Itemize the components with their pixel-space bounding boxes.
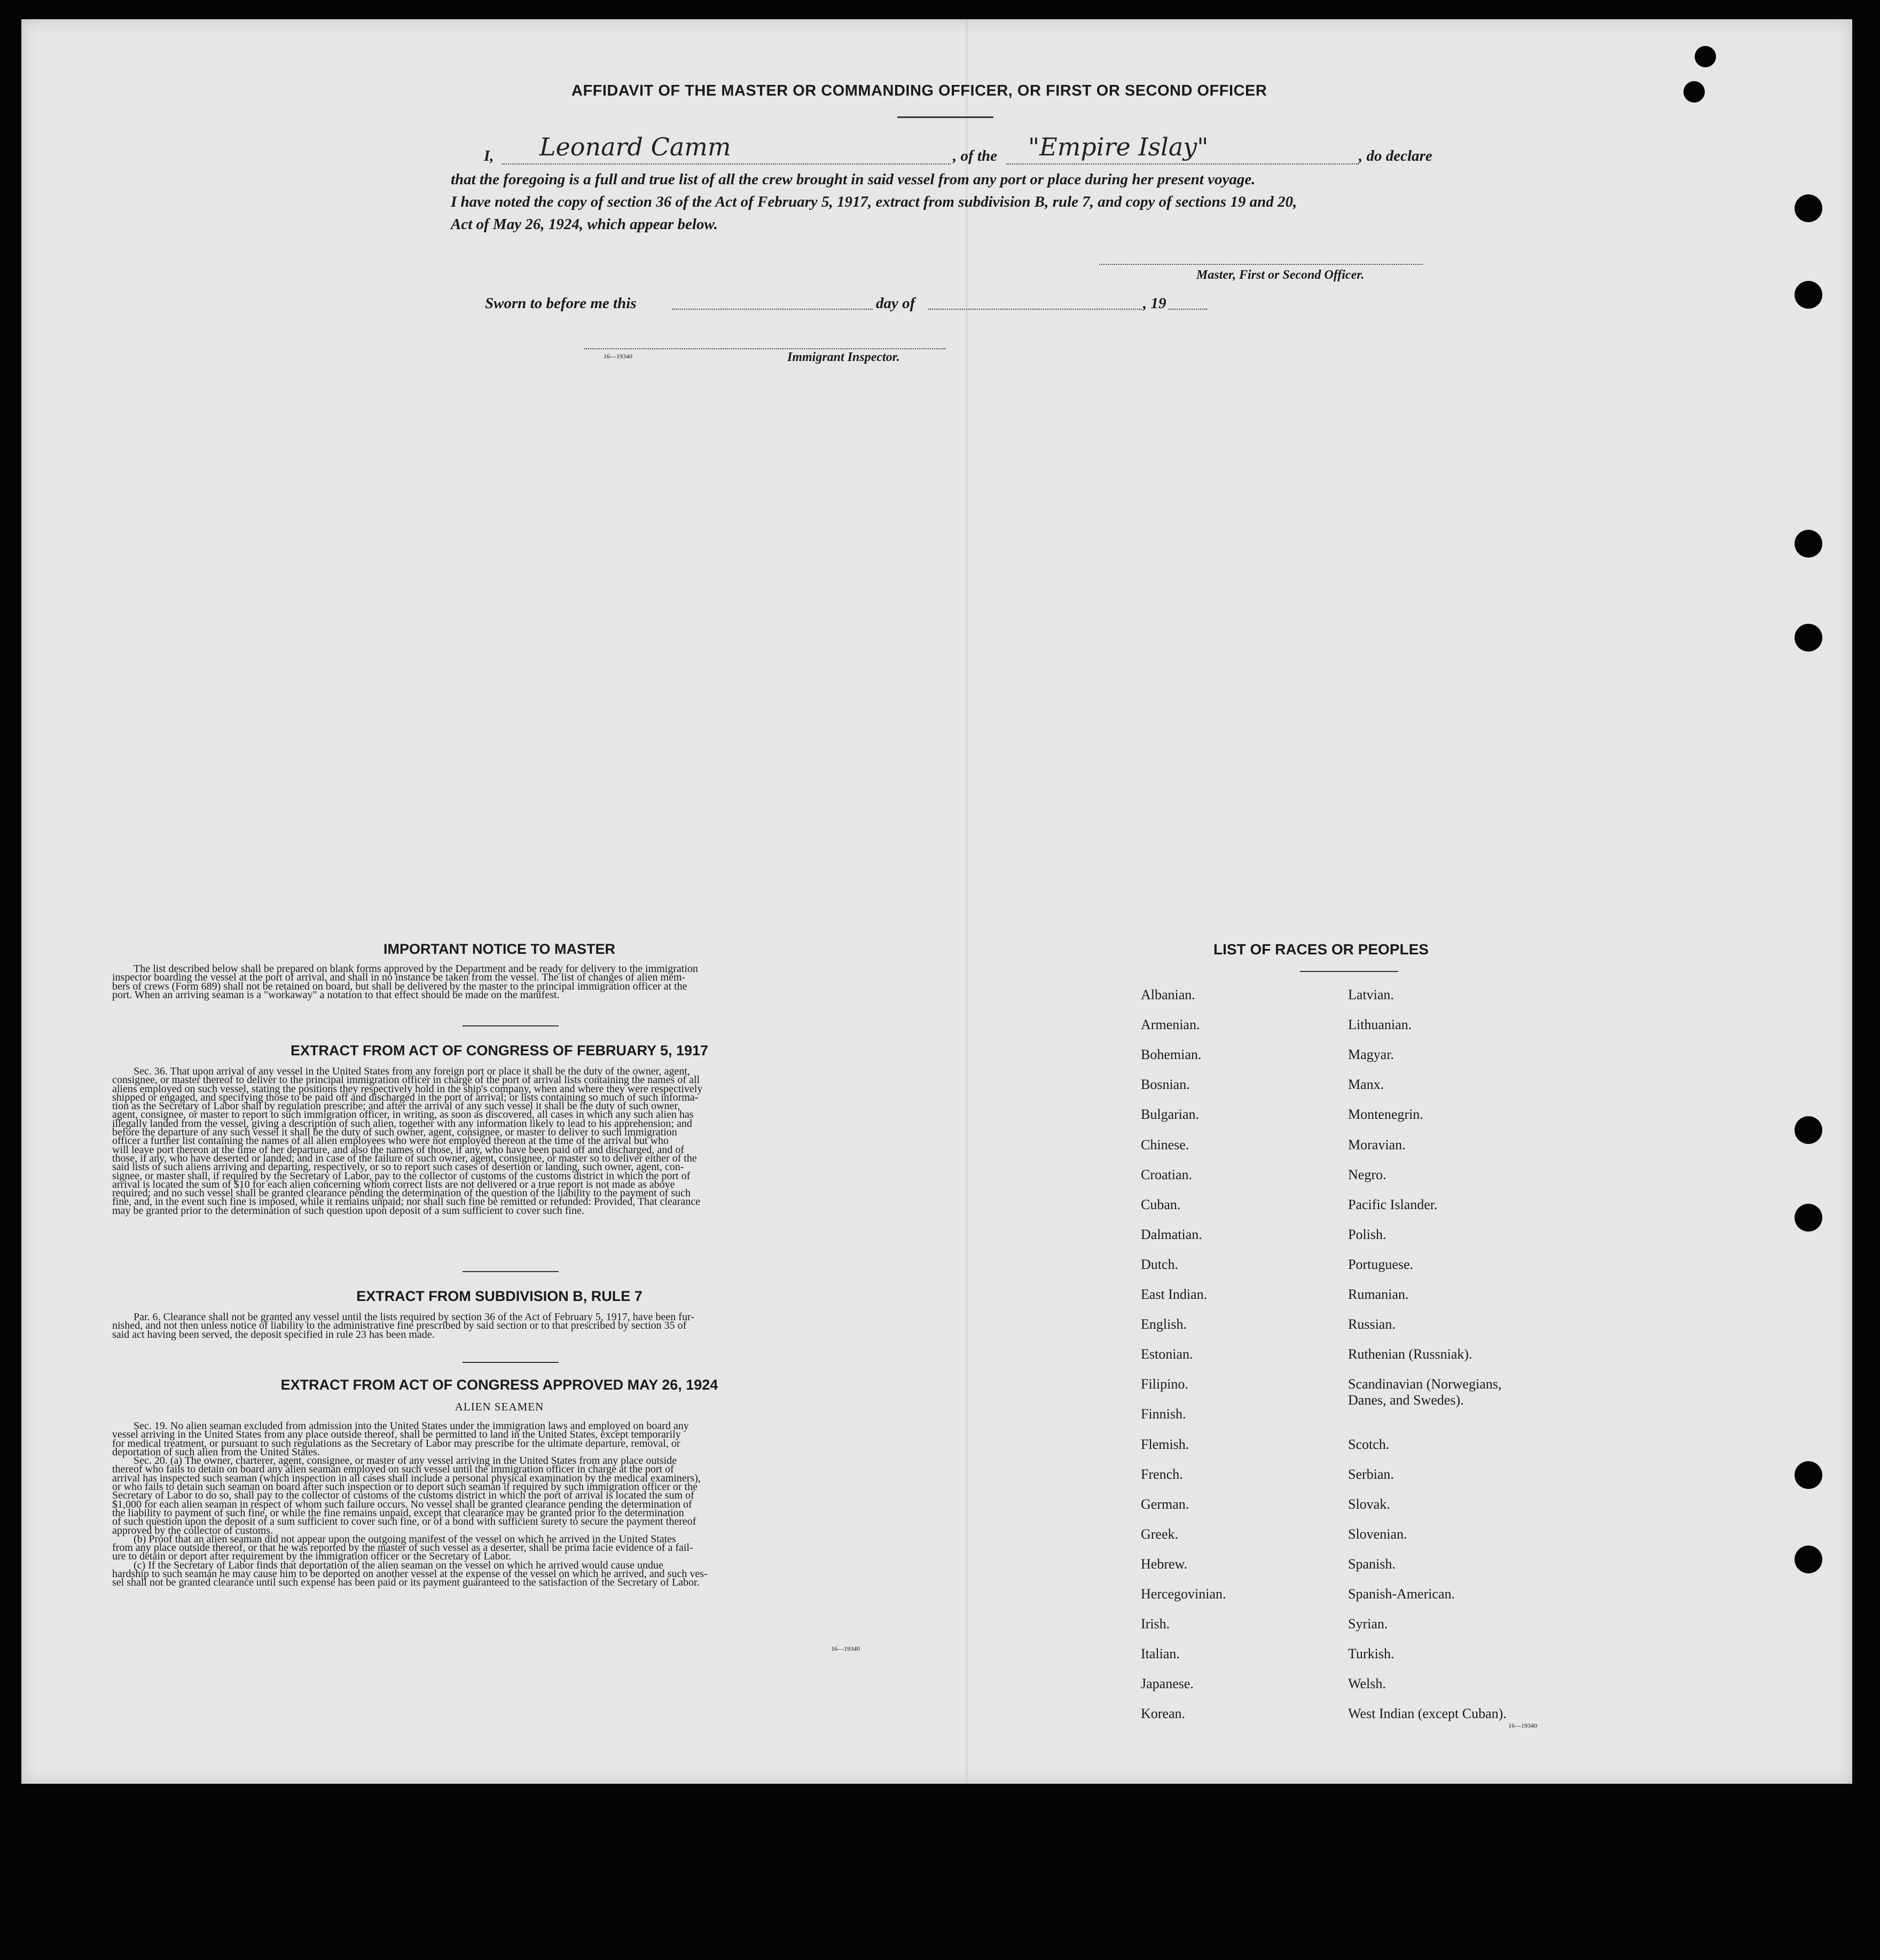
race-item: Spanish. — [1348, 1556, 1396, 1572]
binder-hole — [1795, 194, 1822, 222]
binder-hole — [1795, 281, 1822, 309]
race-item: Polish. — [1348, 1226, 1386, 1242]
extract-1917-line: those, if any, who have deserted or landed; and in case of the failure of such owner, agent, consignee, or master so to deliver either of the — [112, 1152, 697, 1164]
notice-heading: IMPORTANT NOTICE TO MASTER — [383, 941, 615, 957]
extract-1917-line: aliens employed on such vessel, stating the positions they respectively hold in the ship's company, when and where they were respectively — [112, 1083, 703, 1095]
race-item: Spanish-American. — [1348, 1586, 1455, 1602]
race-item: Croatian. — [1141, 1166, 1193, 1182]
extract-1917-line: fine, and, in the event such fine is imposed, while it remains unpaid; nor shall such fine be remitted or refunded: Provided, That clearance — [112, 1196, 700, 1208]
vessel-name-handwriting: "Empire Islay" — [1028, 132, 1209, 161]
notice-line: inspector boarding the vessel at the port of arrival, and shall in no instance be taken from the vessel. The list of changes of alien mem- — [112, 971, 686, 984]
master-signature-label: Master, First or Second Officer. — [1196, 268, 1365, 282]
race-item: Manx. — [1348, 1077, 1384, 1093]
extract-1924-body — [112, 1422, 890, 1587]
binder-hole — [1795, 1204, 1822, 1232]
race-item: Albanian. — [1141, 987, 1195, 1002]
binder-hole — [1795, 530, 1822, 558]
extract-1917-line: officer a further list containing the names of all alien employees who were not employed thereon at the time of the arrival but who — [112, 1135, 669, 1147]
race-item: Portuguese. — [1348, 1256, 1414, 1272]
race-item: Welsh. — [1348, 1676, 1386, 1692]
extract-1917-line: arrival is located the sum of $10 for each alien concerning whom correct lists are not delivered or a true report is not made as above — [112, 1178, 675, 1190]
master-signature-line — [1099, 264, 1423, 265]
master-name-handwriting: Leonard Camm — [539, 132, 731, 161]
declaration-line-1 — [484, 144, 494, 168]
notice-line: The list described below shall be prepared on blank forms approved by the Department and be ready for delivery to the immigration — [134, 963, 698, 975]
extract-1924-line: of such question upon the deposit of a sum sufficient to cover such fine, or of a bond with sufficient surety to secure the payment thereof — [112, 1516, 696, 1528]
extract-1917-line: required; and no such vessel shall be granted clearance pending the determination of the question of the liability to the payment of such — [112, 1187, 691, 1199]
race-item: Latvian. — [1348, 987, 1394, 1002]
subdivision-b-line: Par. 6. Clearance shall not be granted any vessel until the lists required by section 36 of the Act of February 5, 1917, have been fur- — [134, 1311, 694, 1323]
extract-1917-line: consignee, or master thereof to deliver to the principal immigration officer in charge of the port of arrival lists containing the names of all — [112, 1074, 700, 1086]
extract-1924-line: thereof who fails to detain on board any alien seaman employed on such vessel until the immigration officer in charge at the port of — [112, 1463, 674, 1476]
race-item: Turkish. — [1348, 1646, 1395, 1662]
extract-1924-line: (b) Proof that an alien seaman did not appear upon the outgoing manifest of the vessel on which he arrived in the United States — [134, 1533, 676, 1545]
sworn-day-of: day of — [876, 295, 915, 312]
title-divider — [897, 116, 993, 118]
race-item: Bohemian. — [1141, 1047, 1202, 1063]
race-item: Scotch. — [1348, 1436, 1390, 1452]
race-item: Moravian. — [1348, 1136, 1406, 1153]
extract-1924-line: (c) If the Secretary of Labor finds that deportation of the alien seaman on the vessel on which he arrived would cause undue — [134, 1559, 663, 1571]
race-item: West Indian (except Cuban). — [1348, 1706, 1507, 1722]
extract-1924-line: from any place outside thereof, or that he was reported by the master of such vessel as a deserter, shall be prima facie evidence of a fail- — [112, 1542, 693, 1554]
extract-1924-line: Secretary of Labor to do so, shall pay to the collector of customs of the customs district in which the port of arrival is located the sum of — [112, 1489, 694, 1502]
inspector-signature-line — [584, 348, 945, 349]
race-item: French. — [1141, 1466, 1183, 1482]
race-item: Rumanian. — [1348, 1287, 1409, 1302]
section-divider — [463, 1271, 559, 1272]
race-item: Estonian. — [1141, 1346, 1193, 1362]
race-item: Slovak. — [1348, 1496, 1390, 1512]
extract-1917-line: tion as the Secretary of Labor shall by regulation prescribe; and after the arrival of any such vessel it shall be the duty of such owner, — [112, 1100, 680, 1112]
page-fold — [966, 19, 968, 1784]
master-name-line — [502, 163, 951, 164]
form-number-bottom-right: 16—19340 — [1508, 1722, 1537, 1729]
race-item: Magyar. — [1348, 1047, 1394, 1063]
race-item: Irish. — [1141, 1616, 1170, 1632]
extract-1917-line: may be granted prior to the determination of such question upon deposit of a sum sufficient to cover such fine. — [112, 1204, 584, 1217]
extract-1924-line: ure to detain or deport after requirement by the immigration officer or the Secretary of Labor. — [112, 1550, 512, 1563]
race-item: Ruthenian (Russniak). — [1348, 1346, 1472, 1362]
extract-1924-line: sel shall not be granted clearance until such expense has been paid or its payment guaranteed to the satisfaction of the Secretary of Labor. — [112, 1577, 700, 1589]
race-item: Filipino. — [1141, 1376, 1188, 1392]
subdivision-b-heading: EXTRACT FROM SUBDIVISION B, RULE 7 — [356, 1288, 643, 1304]
race-item: Scandinavian (Norwegians, Danes, and Swedes). — [1348, 1376, 1502, 1408]
subdivision-b-line: nished, and not then unless notice of liability to the administrative fine prescribed by said section or to that prescribed by section 35 of — [112, 1320, 687, 1332]
binder-hole — [1795, 1546, 1822, 1573]
extract-1917-heading: EXTRACT FROM ACT OF CONGRESS OF FEBRUARY 5, 1917 — [290, 1042, 709, 1059]
subdivision-b-body — [112, 1313, 890, 1339]
extract-1917-line: agent, consignee, or master to report to such immigration officer, in writing, as soon as discovered, all cases in which any such alien has — [112, 1109, 694, 1121]
extract-1924-line: deportation of such alien from the United States. — [112, 1446, 320, 1458]
race-item: Finnish. — [1141, 1406, 1186, 1422]
race-item: Slovenian. — [1348, 1526, 1407, 1542]
extract-1924-line: $1,000 for each alien seaman in respect of whom such failure occurs. No vessel shall be granted clearance pending the determination of — [112, 1498, 692, 1510]
sworn-year: , 19 — [1143, 295, 1166, 312]
extract-1924-line: approved by the collector of customs. — [112, 1524, 273, 1536]
extract-1917-line: shipped or engaged, and specifying those to be paid off and discharged in the port of arrival; or lists containing so much of such informa- — [112, 1091, 699, 1103]
race-item: Montenegrin. — [1348, 1107, 1423, 1123]
race-item: Bosnian. — [1141, 1077, 1190, 1093]
race-item: Italian. — [1141, 1646, 1180, 1662]
declaration-line-2: that the foregoing is a full and true list of all the crew brought in said vessel from any port or place during her present voyage. — [451, 171, 1256, 188]
extract-1924-line: Sec. 19. No alien seaman excluded from admission into the United States under the immigration laws and employed on board any — [134, 1420, 689, 1432]
section-divider — [463, 1362, 559, 1363]
race-item: Chinese. — [1141, 1136, 1189, 1153]
sworn-prefix: Sworn to before me this — [485, 295, 637, 312]
sworn-year-line — [1169, 309, 1207, 310]
race-item: Syrian. — [1348, 1616, 1388, 1632]
extract-1924-line: hardship to such seaman he may cause him to be deported on another vessel at the expense of the vessel on which he arrived, and such ves- — [112, 1568, 708, 1580]
binder-hole — [1795, 624, 1822, 652]
notice-body — [112, 965, 890, 999]
race-item: Armenian. — [1141, 1017, 1200, 1033]
notice-line: bers of crews (Form 689) shall not be retained on board, but shall be delivered by the master to the principal immigration officer at the — [112, 980, 687, 992]
race-item: Russian. — [1348, 1316, 1396, 1332]
races-divider — [1300, 971, 1398, 972]
race-item: Negro. — [1348, 1166, 1386, 1182]
extract-1924-line: Sec. 20. (a) The owner, charterer, agent, consignee, or master of any vessel arriving in the United States from any place outside — [134, 1455, 677, 1467]
race-item: Bulgarian. — [1141, 1107, 1200, 1123]
race-item: Greek. — [1141, 1526, 1179, 1542]
race-item: Japanese. — [1141, 1676, 1194, 1692]
extract-1924-subheading: ALIEN SEAMEN — [455, 1400, 544, 1413]
affidavit-title: AFFIDAVIT OF THE MASTER OR COMMANDING OFFICER, OR FIRST OR SECOND OFFICER — [571, 82, 1267, 99]
form-number-top: 16—19340 — [604, 352, 632, 360]
races-heading: LIST OF RACES OR PEOPLES — [1213, 941, 1429, 958]
declaration-line-4: Act of May 26, 1924, which appear below. — [451, 216, 718, 233]
declaration-line-3: I have noted the copy of section 36 of the Act of February 5, 1917, extract from subdivision B, rule 7, and copy of sections 19 and 20, — [451, 193, 1297, 210]
extract-1917-line: illegally landed from the vessel, giving a description of such alien, together with any information likely to lead to his apprehension; and — [112, 1117, 692, 1130]
race-item: Dutch. — [1141, 1256, 1179, 1272]
extract-1917-line: before the departure of any such vessel it shall be the duty of such owner, agent, consignee, or master to deliver to such immigration — [112, 1126, 677, 1139]
race-item: German. — [1141, 1496, 1189, 1512]
subdivision-b-line: said act having been served, the deposit specified in rule 23 has been made. — [112, 1328, 435, 1340]
extract-1924-line: or who fails to detain such seaman on board after such inspection or to deport such seaman if required by such immigration officer or the — [112, 1481, 698, 1493]
binder-hole — [1795, 1116, 1822, 1144]
extract-1917-line: Sec. 36. That upon arrival of any vessel in the United States from any foreign port or place it shall be the duty of the owner, agent, — [134, 1065, 690, 1077]
race-item: Cuban. — [1141, 1196, 1181, 1212]
extract-1924-line: the liability to payment of such fine, or while the fine remains unpaid, except that clearance may be granted prior to the determination — [112, 1507, 684, 1519]
race-item: Hebrew. — [1141, 1556, 1188, 1572]
extract-1924-line: vessel arriving in the United States from any place outside thereof, shall be permitted to land in the United States, except temporarily — [112, 1429, 681, 1441]
extract-1924-line: arrival has inspected such seaman (which inspection in all cases shall include a personal physical examination by the medical examiners), — [112, 1472, 701, 1484]
race-item: Lithuanian. — [1348, 1017, 1412, 1033]
extract-1924-line: for medical treatment, or pursuant to such regulations as the Secretary of Labor may prescribe for the ultimate departure, removal, or — [112, 1437, 680, 1449]
vessel-name-line — [1006, 163, 1359, 164]
extract-1917-line: will leave port thereon at the time of her departure, and also the names of those, if any, who have been paid off and discharged, and of — [112, 1143, 684, 1156]
race-item: Hercegovinian. — [1141, 1586, 1226, 1602]
binder-hole — [1683, 81, 1705, 103]
race-item: Flemish. — [1141, 1436, 1189, 1452]
race-item: East Indian. — [1141, 1287, 1208, 1302]
declaration-of-the: , of the — [953, 147, 997, 164]
race-item: Serbian. — [1348, 1466, 1394, 1482]
binder-hole — [1695, 46, 1716, 67]
extract-1917-body — [112, 1067, 890, 1215]
sworn-day-line — [672, 309, 873, 310]
form-number-bottom-left: 16—19340 — [831, 1645, 860, 1652]
extract-1924-heading: EXTRACT FROM ACT OF CONGRESS APPROVED MAY 26, 1924 — [280, 1377, 718, 1393]
section-divider — [463, 1025, 559, 1026]
race-item: Korean. — [1141, 1706, 1186, 1722]
sworn-month-line — [928, 309, 1142, 310]
inspector-label: Immigrant Inspector. — [787, 350, 900, 364]
declaration-prefix: I, — [484, 147, 494, 164]
binder-hole — [1795, 1461, 1822, 1489]
race-item: Dalmatian. — [1141, 1226, 1202, 1242]
notice-line: port. When an arriving seaman is a "workaway" a notation to that effect should be made on the manifest. — [112, 989, 560, 1001]
race-item: English. — [1141, 1316, 1187, 1332]
extract-1917-line: said lists of such aliens arriving and departing, respectively, or so to report such cases of desertion or landing, such owner, agent, con- — [112, 1161, 684, 1173]
declaration-do-declare: , do declare — [1359, 147, 1432, 164]
race-item: Pacific Islander. — [1348, 1196, 1438, 1212]
extract-1917-line: signee, or master shall, if required by the Secretary of Labor, pay to the collector of customs of the customs district in which the port of — [112, 1170, 691, 1182]
